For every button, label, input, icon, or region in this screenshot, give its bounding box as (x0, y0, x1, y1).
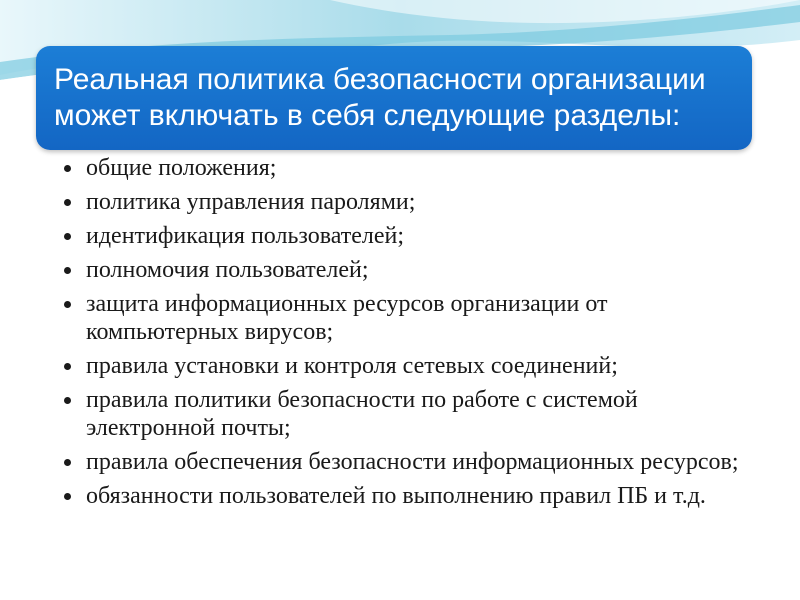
list-item-text: обязанности пользователей по выполнению правил ПБ и т.д. (86, 483, 706, 509)
title-box (36, 46, 752, 150)
bullet-icon (64, 301, 71, 308)
list-item-text: защита информационных ресурсов организации от компьютерных вирусов; (86, 291, 608, 345)
list-item (62, 290, 752, 346)
list-item-text: правила установки и контроля сетевых соединений; (86, 353, 618, 379)
list-item (62, 154, 752, 182)
list-item-text: политика управления паролями; (86, 189, 416, 215)
list-item (62, 222, 752, 250)
bullet-list (62, 154, 752, 516)
list-item-text: идентификация пользователей; (86, 223, 405, 249)
bullet-icon (64, 267, 71, 274)
list-item (62, 448, 752, 476)
list-item (62, 352, 752, 380)
bullet-icon (64, 233, 71, 240)
bullet-icon (64, 199, 71, 206)
bullet-icon (64, 459, 71, 466)
bullet-icon (64, 493, 71, 500)
list-item (62, 482, 752, 510)
list-item-text: правила обеспечения безопасности информационных ресурсов; (86, 449, 739, 475)
slide-title: Реальная политика безопасности организации может включать в себя следующие разделы: (54, 63, 706, 132)
list-item (62, 386, 752, 442)
list-item (62, 256, 752, 284)
list-item (62, 188, 752, 216)
list-item-text: полномочия пользователей; (86, 257, 369, 283)
bullet-icon (64, 165, 71, 172)
list-item-text: правила политики безопасности по работе с системой электронной почты; (86, 387, 638, 441)
bullet-icon (64, 363, 71, 370)
list-item-text: общие положения; (86, 155, 277, 181)
bullet-icon (64, 397, 71, 404)
